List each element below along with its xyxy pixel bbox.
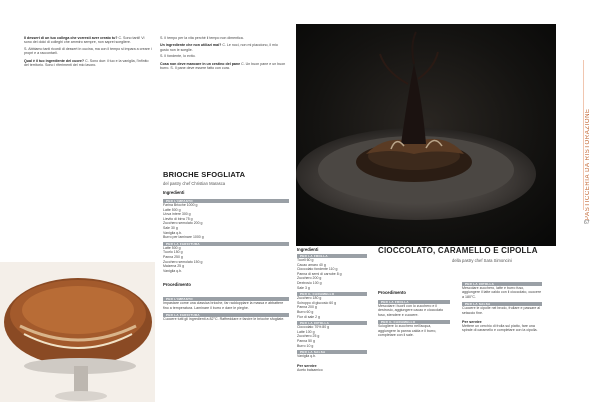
ingredients-section-bar: PER LA FARCITURA [163, 242, 289, 246]
procedure-text: Mescolare i tuorli con lo zucchero e il destrosio, aggiungere cacao e cioccolato fuso, stendere e cuocere. [378, 304, 444, 317]
ingredients-heading: Ingredienti [297, 247, 319, 252]
brioche-illustration [0, 262, 155, 402]
procedure-section-bar: PER LA CIPOLLA [462, 282, 542, 286]
list-item: Zucchero semolato 150 g [163, 259, 203, 264]
ingredients-section-bar: PER L'IMPASTO [163, 199, 289, 203]
ingredients-section-bar: PER LA FROLLA [297, 254, 367, 258]
list-item: Sale 3 g [297, 285, 310, 290]
ingredients-section-bar: PER LA CIPOLLA [297, 321, 367, 325]
procedure-section-bar: PER IL CARAMELLO [378, 320, 450, 324]
procedure-text: Sciogliere lo zucchero nell'acqua, aggiungere la panna calda e il burro, completare con il sale. [378, 324, 437, 338]
list-item: Zucchero 180 g [297, 296, 322, 301]
list-item: Tuorli 60 g [297, 258, 314, 262]
list-item: Vaniglia q.b. [163, 268, 183, 273]
list-item: Latte 500 g [163, 245, 181, 250]
list-item: Burro 60 g [297, 309, 314, 314]
chocolate-procedure-left [378, 290, 450, 337]
ingredients-section-bar: PER IL CARAMELLO [297, 292, 367, 296]
left-text-column [24, 36, 152, 67]
paragraph: Qual è il tuo ingrediente del cuore? C. Sono due: il tuo e la vaniglia, l'infinito del territorio. Sono i riferimenti del mio lavoro. [24, 58, 149, 68]
middle-text-column [160, 36, 286, 70]
side-rule [583, 60, 584, 210]
list-item: Sciroppo di glucosio 60 g [297, 300, 337, 305]
ingredients-list [297, 325, 367, 348]
procedure-text: Cuocere tutti gli ingredienti a 82°C. Raffreddare e farcire le brioche sfogliate. [163, 317, 285, 322]
paragraph: Il dessert di un tuo collega che vorresti aver creato tu? C. Sono tanti! Vi sono dei dolci di colleghi che ammiro sempre, non saprei scegliere. [24, 36, 145, 45]
list-item: Burro 10 g [297, 343, 314, 348]
chocolate-subtitle: della pastry chef Sara Simoncini [452, 258, 512, 263]
ingredients-list [297, 296, 367, 319]
list-item: Farina Brioche 1000 g [163, 203, 198, 207]
procedure-section-bar: PER L'IMPASTO [163, 297, 289, 301]
ingredients-list [163, 203, 289, 240]
list-item: Cacao amaro 40 g [297, 262, 326, 267]
ingredients-section-bar: PER LA SALSA [297, 350, 367, 354]
serve-text: Aceto balsamico [297, 367, 323, 372]
paragraph: Cosa non deve mancare in un cestino del pane C. Un buon pane e un buon burro. S. Il pane deve essere fatto con cura. [160, 61, 286, 71]
ingredients-list [297, 258, 367, 290]
chocolate-dessert-photo [296, 24, 556, 246]
page-number: 67 [584, 220, 590, 226]
list-item: Maizena 25 g [163, 264, 185, 269]
list-item: Latte 100 g [297, 329, 315, 334]
list-item: Fior di sale 2 g [297, 314, 320, 319]
list-item: Lievito di birra 75 g [163, 216, 193, 221]
procedure-heading: Procedimento [163, 282, 191, 288]
serve-text: Mettere un cerchio di frolla sul piatto, fare una spirale di caramello e completare con la cipolla. [462, 324, 538, 333]
brioche-title: BRIOCHE SFOGLIATA [163, 170, 246, 179]
paragraph: S. Il fondente, lo evito. [160, 54, 196, 59]
list-item: Zucchero 200 g [297, 276, 322, 281]
procedure-text: Cuocere le cipolle nel brodo, frullare e passare al setaccio fine. [462, 306, 541, 315]
list-item: Dextrosio 100 g [297, 280, 322, 285]
list-item: Panna 200 g [297, 305, 317, 310]
list-item: Cioccolato 70% 80 g [297, 325, 330, 330]
list-item: Tuorlo 150 g [163, 250, 183, 255]
list-item: Panna di semi di carrube 8 g [297, 271, 342, 276]
brioche-subtitle: del pastry chef Christian Marasca [163, 181, 226, 186]
list-item: Vaniglia q.b. [297, 354, 317, 359]
procedure-section-bar: PER LA FROLLA [378, 300, 450, 304]
list-item: Vaniglia q.b. [163, 230, 183, 235]
list-item: Zucchero 25 g [297, 334, 320, 339]
serve-heading: Per servire [462, 320, 482, 325]
dessert-illustration [296, 24, 556, 246]
brioche-recipe [163, 190, 289, 322]
serve-heading: Per servire [297, 363, 317, 368]
procedure-heading: Procedimento [378, 290, 406, 295]
list-item: Burro per laminare 1000 g [163, 235, 204, 240]
list-item: Panna 50 g [297, 338, 315, 343]
ingredients-heading: Ingredienti [163, 190, 185, 195]
ingredients-list [163, 246, 289, 274]
list-item: Sale 30 g [163, 225, 178, 230]
paragraph: S. Abbiamo tanti ricordi di dessert in cucina, ma con il tempo si impara a creare i propri e a raccontarli. [24, 46, 152, 56]
list-item: Latte 500 g [163, 207, 181, 212]
list-item: Panna 250 g [163, 254, 183, 259]
list-item: Uova intere 300 g [163, 212, 191, 217]
list-item: Zucchero semolato 200 g [163, 221, 203, 226]
brioche-photo [0, 262, 155, 402]
paragraph: S. Il tempo per la vita perché il tempo non dimentica. [160, 36, 244, 40]
chocolate-title: CIOCCOLATO, CARAMELLO E CIPOLLA [378, 246, 538, 255]
procedure-section-bar: PER LA FARCITURA [163, 313, 289, 317]
chocolate-ingredients [297, 247, 367, 372]
section-title-vertical: PASTICCERIA DA RISTORAZIONE [585, 108, 591, 220]
list-item: Cioccolato fondente 110 g [297, 267, 338, 272]
procedure-section-bar: PER LA SALSA [462, 302, 542, 306]
paragraph: Un ingrediente che non utilizzi mai? C. Le noci, non mi piacciono, il mio gusto non le sceglie. [160, 43, 278, 52]
chocolate-procedure-right [462, 282, 542, 333]
procedure-text: Impastare come una classica brioche, far raddoppiare la massa e abbattere fino a temperatura. Laminare il burro e dare le pieghe. [163, 301, 284, 310]
procedure-text: Mescolare zucchero, latte e burro fuso, aggiungere il latte caldo con il cioccolato, cuocere a 180°C. [462, 286, 542, 299]
